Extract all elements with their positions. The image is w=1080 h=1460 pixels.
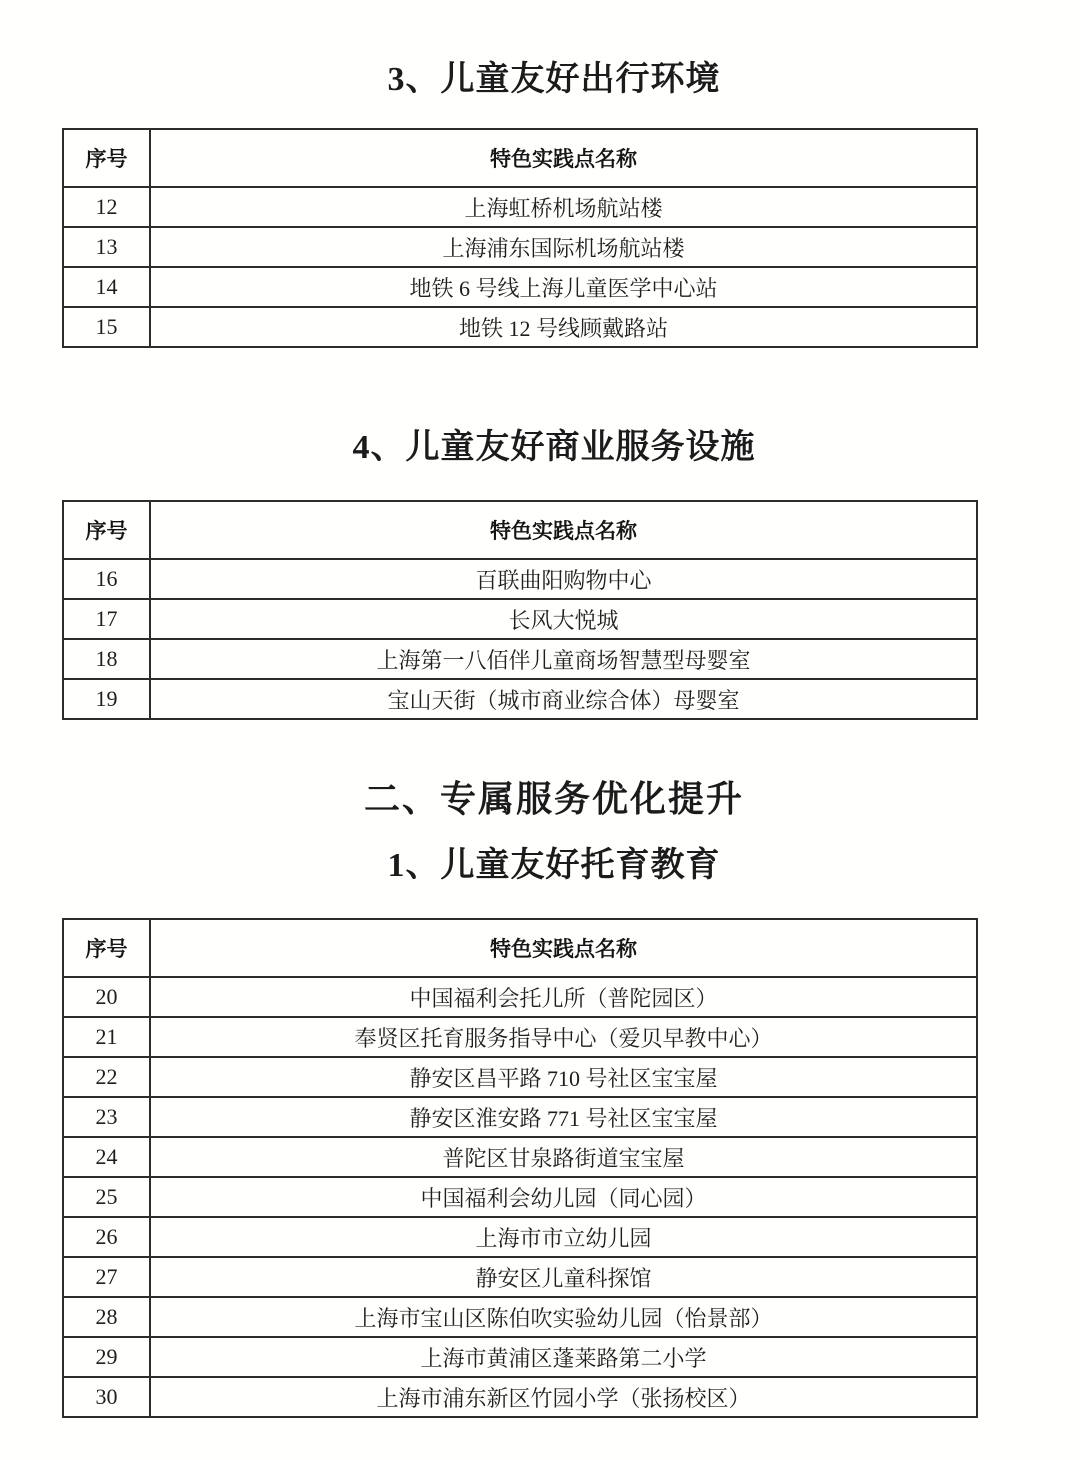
row-number-cell: 21 bbox=[63, 1017, 150, 1057]
table-row bbox=[63, 1337, 977, 1377]
table-row bbox=[63, 599, 977, 639]
row-number-cell: 14 bbox=[63, 267, 150, 307]
table-row bbox=[63, 1137, 977, 1177]
row-number-cell: 15 bbox=[63, 307, 150, 347]
practice-point-cell: 普陀区甘泉路街道宝宝屋 bbox=[150, 1137, 977, 1177]
table-row bbox=[63, 227, 977, 267]
table-row bbox=[63, 1177, 977, 1217]
practice-point-cell: 百联曲阳购物中心 bbox=[150, 559, 977, 599]
row-number-cell: 17 bbox=[63, 599, 150, 639]
column-header-name: 特色实践点名称 bbox=[150, 919, 977, 977]
row-number-cell: 22 bbox=[63, 1057, 150, 1097]
table-row bbox=[63, 1377, 977, 1417]
row-number-cell: 18 bbox=[63, 639, 150, 679]
practice-point-cell: 上海市宝山区陈伯吹实验幼儿园（怡景部） bbox=[150, 1297, 977, 1337]
row-number-cell: 27 bbox=[63, 1257, 150, 1297]
practice-point-cell: 上海第一八佰伴儿童商场智慧型母婴室 bbox=[150, 639, 977, 679]
table-row bbox=[63, 1017, 977, 1057]
column-header-name: 特色实践点名称 bbox=[150, 501, 977, 559]
row-number-cell: 25 bbox=[63, 1177, 150, 1217]
table-header-row bbox=[63, 129, 977, 187]
table-childcare-education bbox=[62, 918, 978, 1418]
row-number-cell: 29 bbox=[63, 1337, 150, 1377]
table-row bbox=[63, 1257, 977, 1297]
practice-point-cell: 静安区淮安路 771 号社区宝宝屋 bbox=[150, 1097, 977, 1137]
practice-point-cell: 奉贤区托育服务指导中心（爱贝早教中心） bbox=[150, 1017, 977, 1057]
table-travel-environment bbox=[62, 128, 978, 348]
table-row bbox=[63, 1097, 977, 1137]
row-number-cell: 12 bbox=[63, 187, 150, 227]
table-row bbox=[63, 639, 977, 679]
section-heading-childcare: 1、儿童友好托育教育 bbox=[387, 847, 721, 884]
table-row bbox=[63, 679, 977, 719]
table-row bbox=[63, 1057, 977, 1097]
row-number-cell: 28 bbox=[63, 1297, 150, 1337]
section-heading-travel: 3、儿童友好出行环境 bbox=[387, 61, 721, 98]
row-number-cell: 23 bbox=[63, 1097, 150, 1137]
row-number-cell: 20 bbox=[63, 977, 150, 1017]
table-row bbox=[63, 307, 977, 347]
row-number-cell: 16 bbox=[63, 559, 150, 599]
practice-point-cell: 中国福利会托儿所（普陀园区） bbox=[150, 977, 977, 1017]
row-number-cell: 26 bbox=[63, 1217, 150, 1257]
practice-point-cell: 上海浦东国际机场航站楼 bbox=[150, 227, 977, 267]
practice-point-cell: 中国福利会幼儿园（同心园） bbox=[150, 1177, 977, 1217]
practice-point-cell: 宝山天街（城市商业综合体）母婴室 bbox=[150, 679, 977, 719]
part-heading: 二、专属服务优化提升 bbox=[363, 778, 744, 819]
table-row bbox=[63, 187, 977, 227]
practice-point-cell: 地铁 12 号线顾戴路站 bbox=[150, 307, 977, 347]
table-header-row bbox=[63, 501, 977, 559]
table-row bbox=[63, 559, 977, 599]
practice-point-cell: 静安区昌平路 710 号社区宝宝屋 bbox=[150, 1057, 977, 1097]
table-header-row bbox=[63, 919, 977, 977]
column-header-no: 序号 bbox=[63, 501, 150, 559]
row-number-cell: 13 bbox=[63, 227, 150, 267]
practice-point-cell: 静安区儿童科探馆 bbox=[150, 1257, 977, 1297]
row-number-cell: 19 bbox=[63, 679, 150, 719]
practice-point-cell: 长风大悦城 bbox=[150, 599, 977, 639]
row-number-cell: 30 bbox=[63, 1377, 150, 1417]
column-header-no: 序号 bbox=[63, 919, 150, 977]
practice-point-cell: 地铁 6 号线上海儿童医学中心站 bbox=[150, 267, 977, 307]
table-row bbox=[63, 1217, 977, 1257]
practice-point-cell: 上海市市立幼儿园 bbox=[150, 1217, 977, 1257]
column-header-name: 特色实践点名称 bbox=[150, 129, 977, 187]
table-row bbox=[63, 1297, 977, 1337]
practice-point-cell: 上海市黄浦区蓬莱路第二小学 bbox=[150, 1337, 977, 1377]
table-commercial-facilities bbox=[62, 500, 978, 720]
table-row bbox=[63, 267, 977, 307]
practice-point-cell: 上海市浦东新区竹园小学（张扬校区） bbox=[150, 1377, 977, 1417]
section-heading-commercial: 4、儿童友好商业服务设施 bbox=[352, 429, 756, 466]
column-header-no: 序号 bbox=[63, 129, 150, 187]
practice-point-cell: 上海虹桥机场航站楼 bbox=[150, 187, 977, 227]
table-row bbox=[63, 977, 977, 1017]
row-number-cell: 24 bbox=[63, 1137, 150, 1177]
